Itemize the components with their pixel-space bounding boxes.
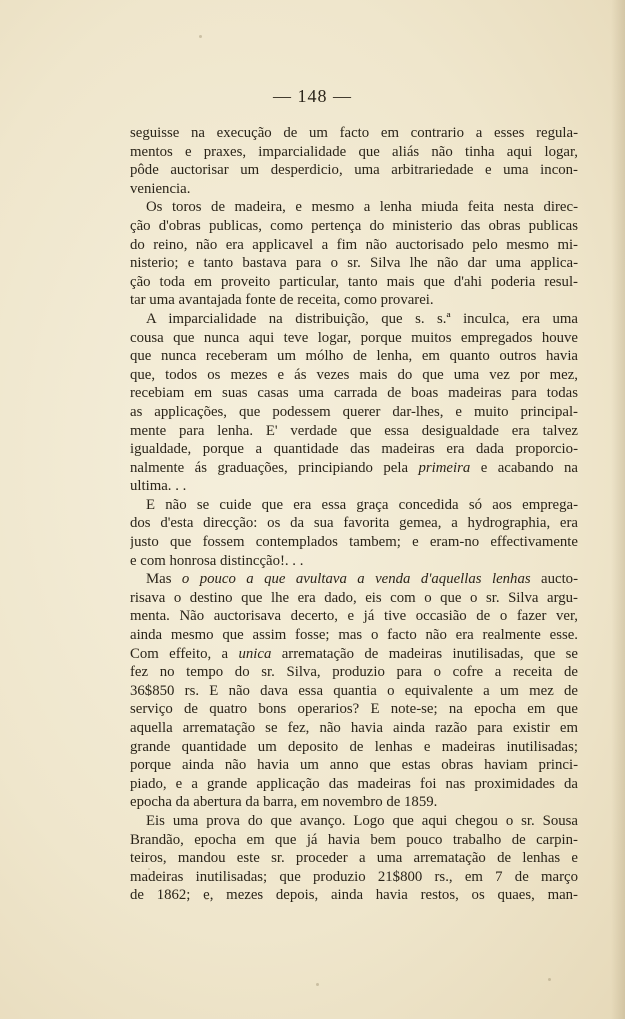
text-line: 36$850 rs. E não dava essa quantia o equivalente a um mez de [130,682,578,699]
text-line: cousa que nunca aqui teve logar, porque muitos empregados houve [130,329,578,346]
text-line: E não se cuide que era essa graça concedida só aos emprega- [146,496,578,513]
text-line: tar uma avantajada fonte de receita, como provarei. [130,292,434,309]
text-line: madeiras inutilisadas; que produzio 21$800 rs., em 7 de março [130,868,578,885]
text-line: Eis uma prova do que avanço. Logo que aqui chegou o sr. Sousa [146,812,578,829]
text-line: ainda mesmo que assim fosse; mas o facto não era realmente esse. [130,627,578,644]
text-line: nalmente ás graduações, principiando pela primeira e acabando na [130,459,578,476]
text-line: mente para lenha. E' verdade que essa desigualdade era talvez [130,422,578,439]
text-line: Os toros de madeira, e mesmo a lenha miuda feita nesta direc- [146,199,578,216]
ink-spot [199,35,202,38]
ink-spot [548,978,551,981]
text-line: recebiam em suas casas uma carrada de boas madeiras para todas [130,385,578,402]
text-line: Com effeito, a unica arrematação de madeiras inutilisadas, que se [130,645,578,662]
text-line: ultima. . . [130,478,187,495]
text-line: as applicações, que podessem querer dar-lhes, e muito principal- [130,403,578,420]
text-line: Mas o pouco a que avultava a venda d'aquellas lenhas aucto- [146,571,578,588]
text-line: que nunca receberam um mólho de lenha, em quanto outros havia [130,348,578,365]
text-line: que, todos os mezes e ás vezes mais do que uma vez por mez, [130,366,578,383]
ink-spot [316,983,319,986]
text-line: ção d'obras publicas, como pertença do ministerio das obras publicas [130,217,578,234]
text-line: veniencia. [130,180,191,197]
text-line: piado, e a grande applicação das madeiras foi nas proximidades da [130,775,578,792]
text-line: igualdade, porque a quantidade das madeiras era dada proporcio- [130,441,578,458]
ink-spot [205,898,208,900]
text-line: epocha da abertura da barra, em novembro de 1859. [130,794,438,811]
page-edge-shadow [611,0,625,1019]
text-line: A imparcialidade na distribuição, que s. s.ª inculca, era uma [146,310,578,327]
text-line: teiros, mandou este sr. proceder a uma arrematação de lenhas e [130,850,578,867]
text-line: menta. Não auctorisava decerto, e já tive occasião de o fazer ver, [130,608,578,625]
text-line: grande quantidade um deposito de lenhas e madeiras inutilisadas; [130,738,578,755]
page-number: — 148 — [273,86,352,106]
text-line: fez no tempo do sr. Silva, produzio para o cofre a receita de [130,664,578,681]
text-line: serviço de quatro bons operarios? E note-se; na epocha em que [130,701,578,718]
text-line: pôde auctorisar um desperdicio, uma arbitrariedade e uma incon- [130,162,578,179]
text-line: aquella arrematação se fez, não havia ainda razão para existir em [130,720,578,736]
text-line: porque ainda não havia um anno que estas obras haviam princi- [130,757,578,774]
text-line: seguisse na execução de um facto em contrario a esses regula- [130,125,578,141]
text-line: risava o destino que lhe era dado, eis com o que o sr. Silva argu- [130,589,578,606]
body-text [130,124,578,905]
text-line: nisterio; e tanto bastava para o sr. Silva lhe não dar uma applica- [130,255,578,272]
text-line: de 1862; e, mezes depois, ainda havia restos, os quaes, man- [130,887,578,904]
text-line: Brandão, epocha em que já havia bem pouco trabalho de carpin- [130,831,578,848]
text-line: justo que fossem contemplados tambem; e eram-no effectivamente [130,534,578,551]
text-line: do reino, não era applicavel a fim não auctorisado pelo mesmo mi- [130,236,578,253]
text-line: mentos e praxes, imparcialidade que aliás não tinha aqui logar, [130,143,578,160]
ink-spot [148,868,150,870]
text-line: ção toda em proveito particular, tanto mais que d'ahi poderia resul- [130,273,578,290]
text-line: e com honrosa distincção!. . . [130,552,304,569]
text-line: dos d'esta direcção: os da sua favorita gemea, a hydrographia, era [130,515,578,532]
